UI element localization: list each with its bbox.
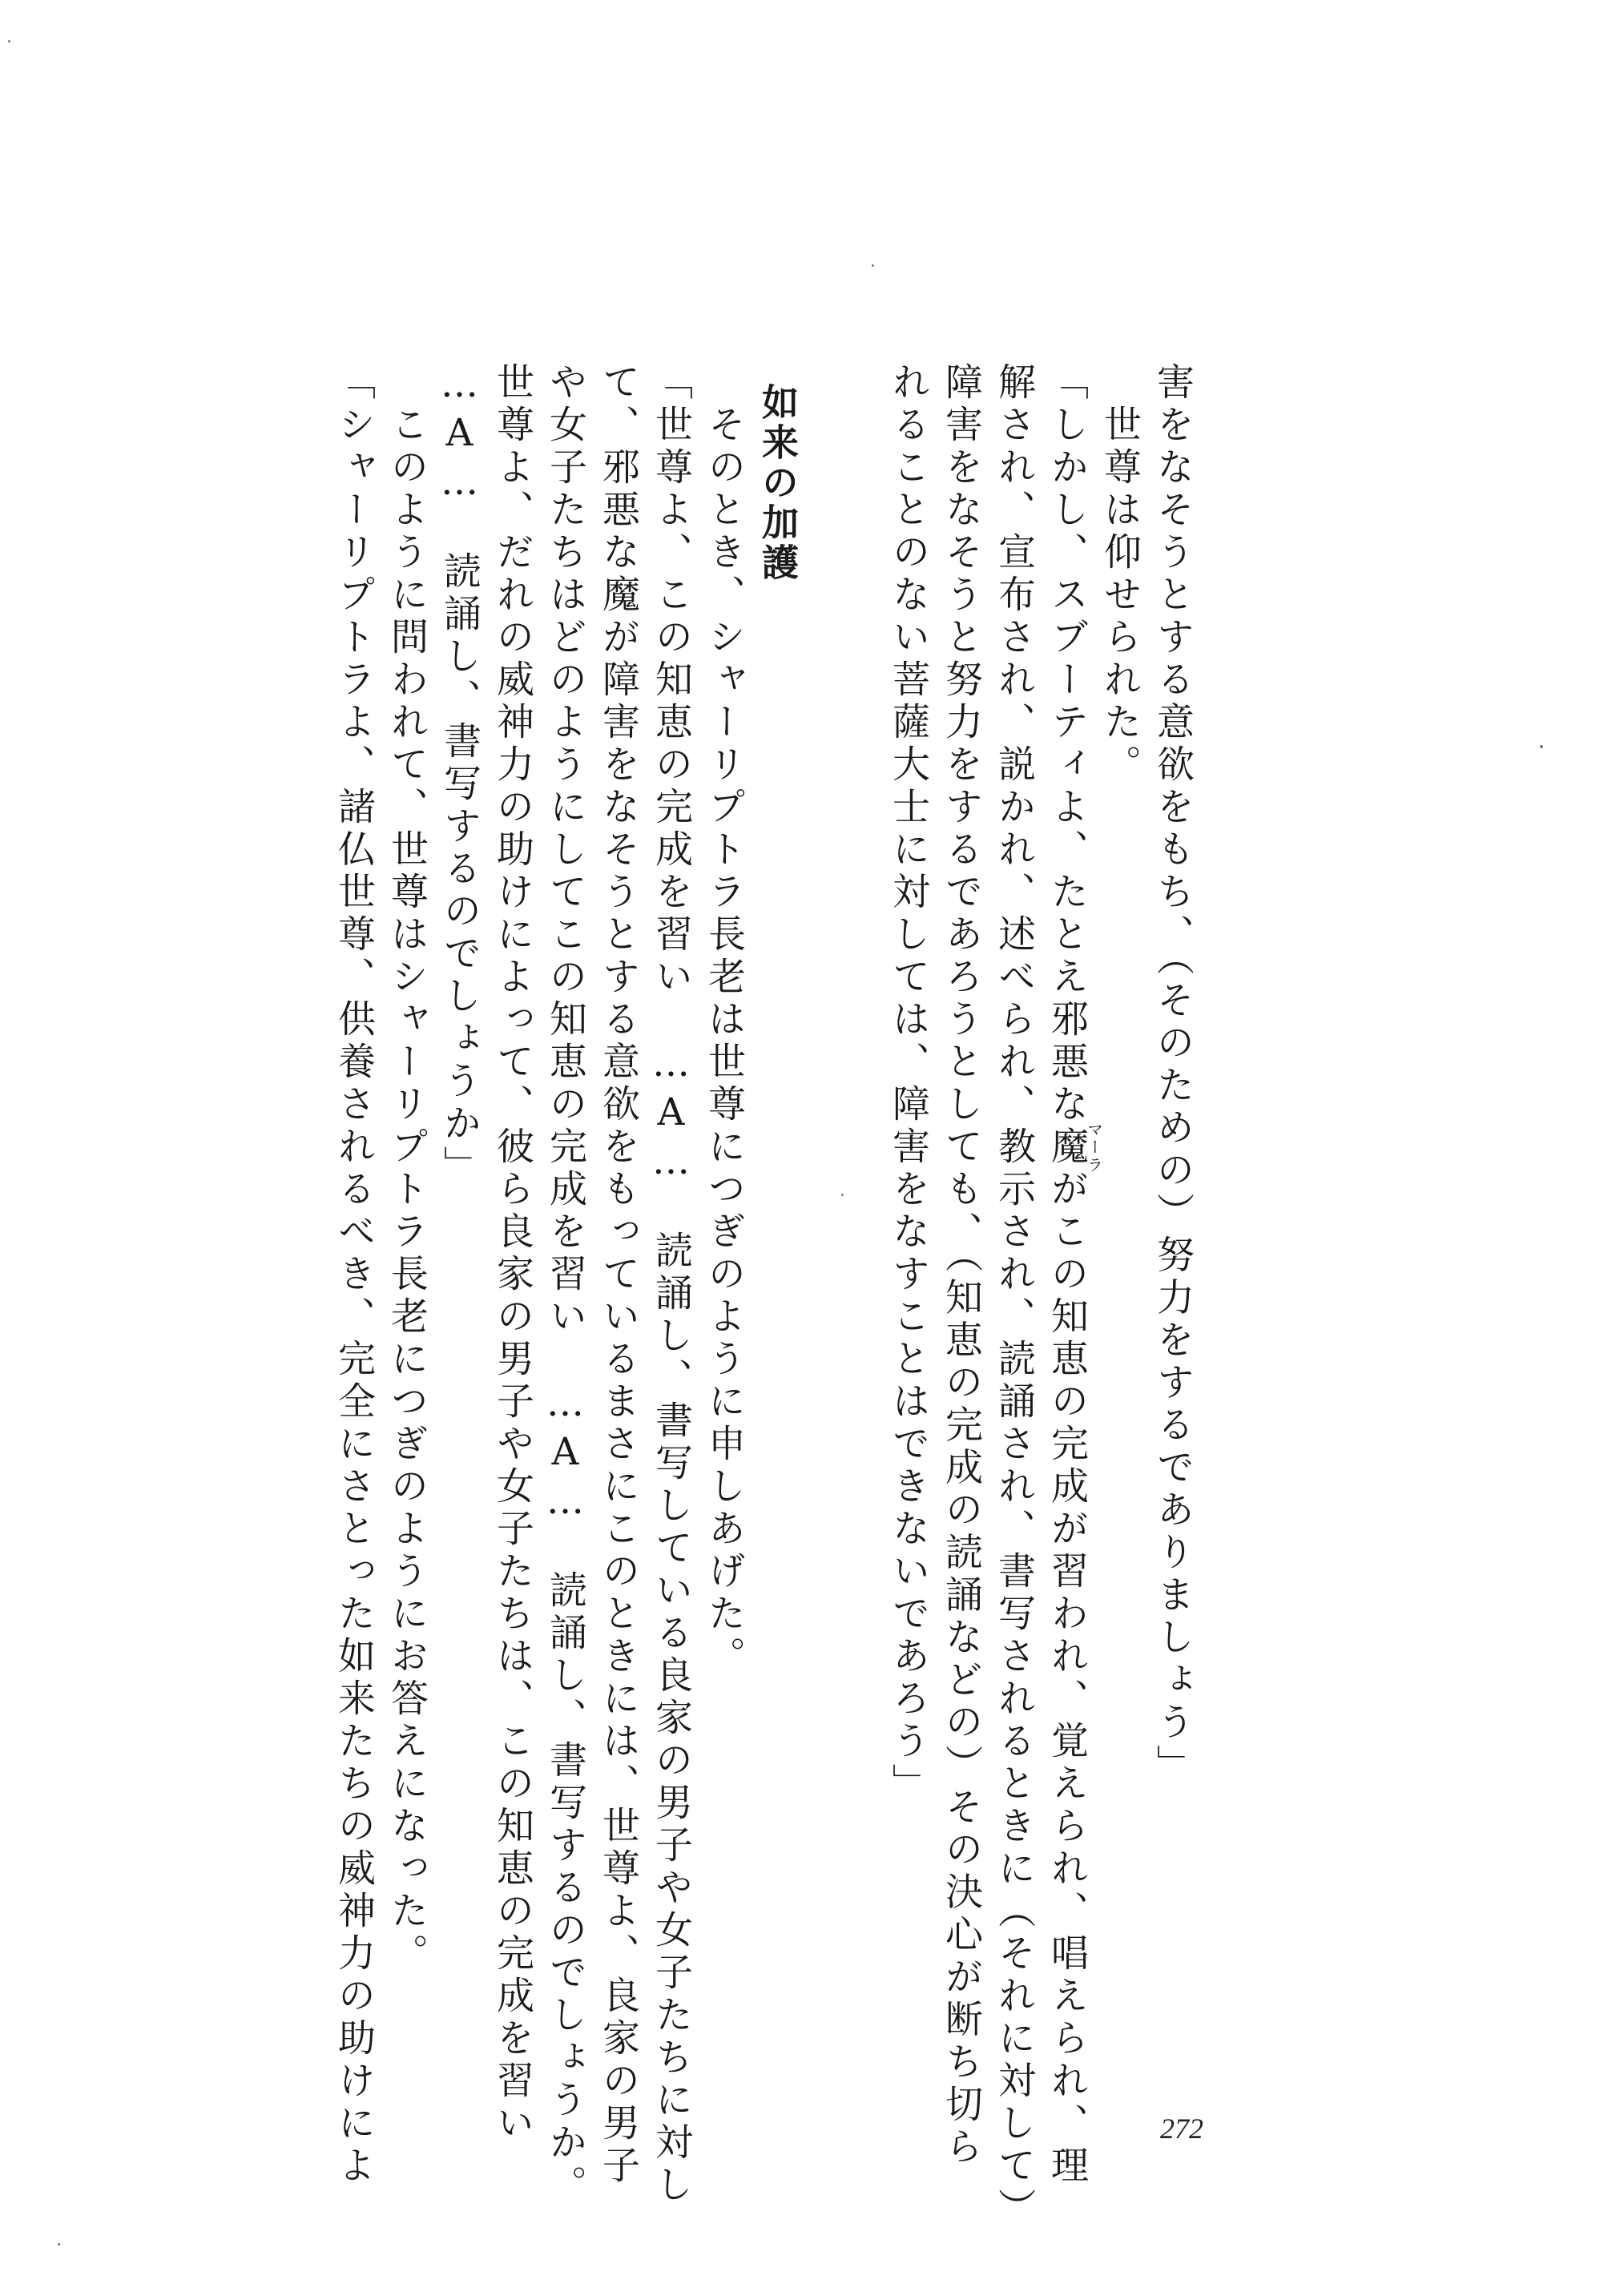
scan-speck — [58, 2243, 60, 2246]
text-line: 「世尊よ、この知恵の完成を習い …A… 読誦し、書写している良家の男子や女子たちに対し — [649, 362, 693, 2207]
scan-speck — [841, 1194, 844, 1196]
text-line: …A… 読誦し、書写するのでしょうか」 — [437, 362, 482, 1188]
text-line: れることのない菩薩大士に対しては、障害をなすことはできないであろう」 — [886, 362, 930, 1806]
text-line: このように問われて、世尊はシャーリプトラ長老につぎのようにお答えになった。 — [385, 362, 429, 1976]
text-line: や女子たちはどのようにしてこの知恵の完成を習い …A… 読誦し、書写するのでしょうか。 — [543, 362, 587, 2207]
text-line: 世尊は仰せられた。 — [1098, 362, 1142, 787]
scan-speck — [1540, 745, 1543, 748]
text-line: て、邪悪な魔が障害をなそうとする意欲をもっているまさにこのときには、世尊よ、良家の男子 — [596, 362, 640, 2188]
text-line: 「シャーリプトラよ、諸仏世尊、供養されるべき、完全にさとった如来たちの威神力の助けによ — [332, 362, 376, 2188]
page-number: 272 — [1160, 2113, 1203, 2145]
text-line: 害をなそうとする意欲をもち、（そのための）努力をするでありましょう」 — [1151, 362, 1195, 1787]
section-heading: 如来の加護 — [756, 383, 800, 583]
text-line: 障害をなそうと努力をするであろうとしても、（知恵の完成の読誦などの）その決心が断ち切ら — [939, 362, 983, 2169]
text-line: そのとき、シャーリプトラ長老は世尊につぎのように申しあげた。 — [702, 362, 746, 1678]
scan-speck — [8, 40, 10, 42]
text-line: 解され、宣布され、説かれ、述べられ、教示され、読誦され、書写されるときに（それに対して） — [992, 362, 1036, 2230]
scan-speck — [872, 264, 874, 267]
ruby-annotation: 魔マーラ — [1045, 1121, 1104, 1174]
text-line: 「しかし、スブーティよ、たとえ邪悪な魔マーラがこの知恵の完成が習われ、覚えられ、唱えられ、理 — [1045, 362, 1104, 2188]
text-line: 世尊よ、だれの威神力の助けによって、彼ら良家の男子や女子たちは、この知恵の完成を習い — [490, 362, 534, 2145]
